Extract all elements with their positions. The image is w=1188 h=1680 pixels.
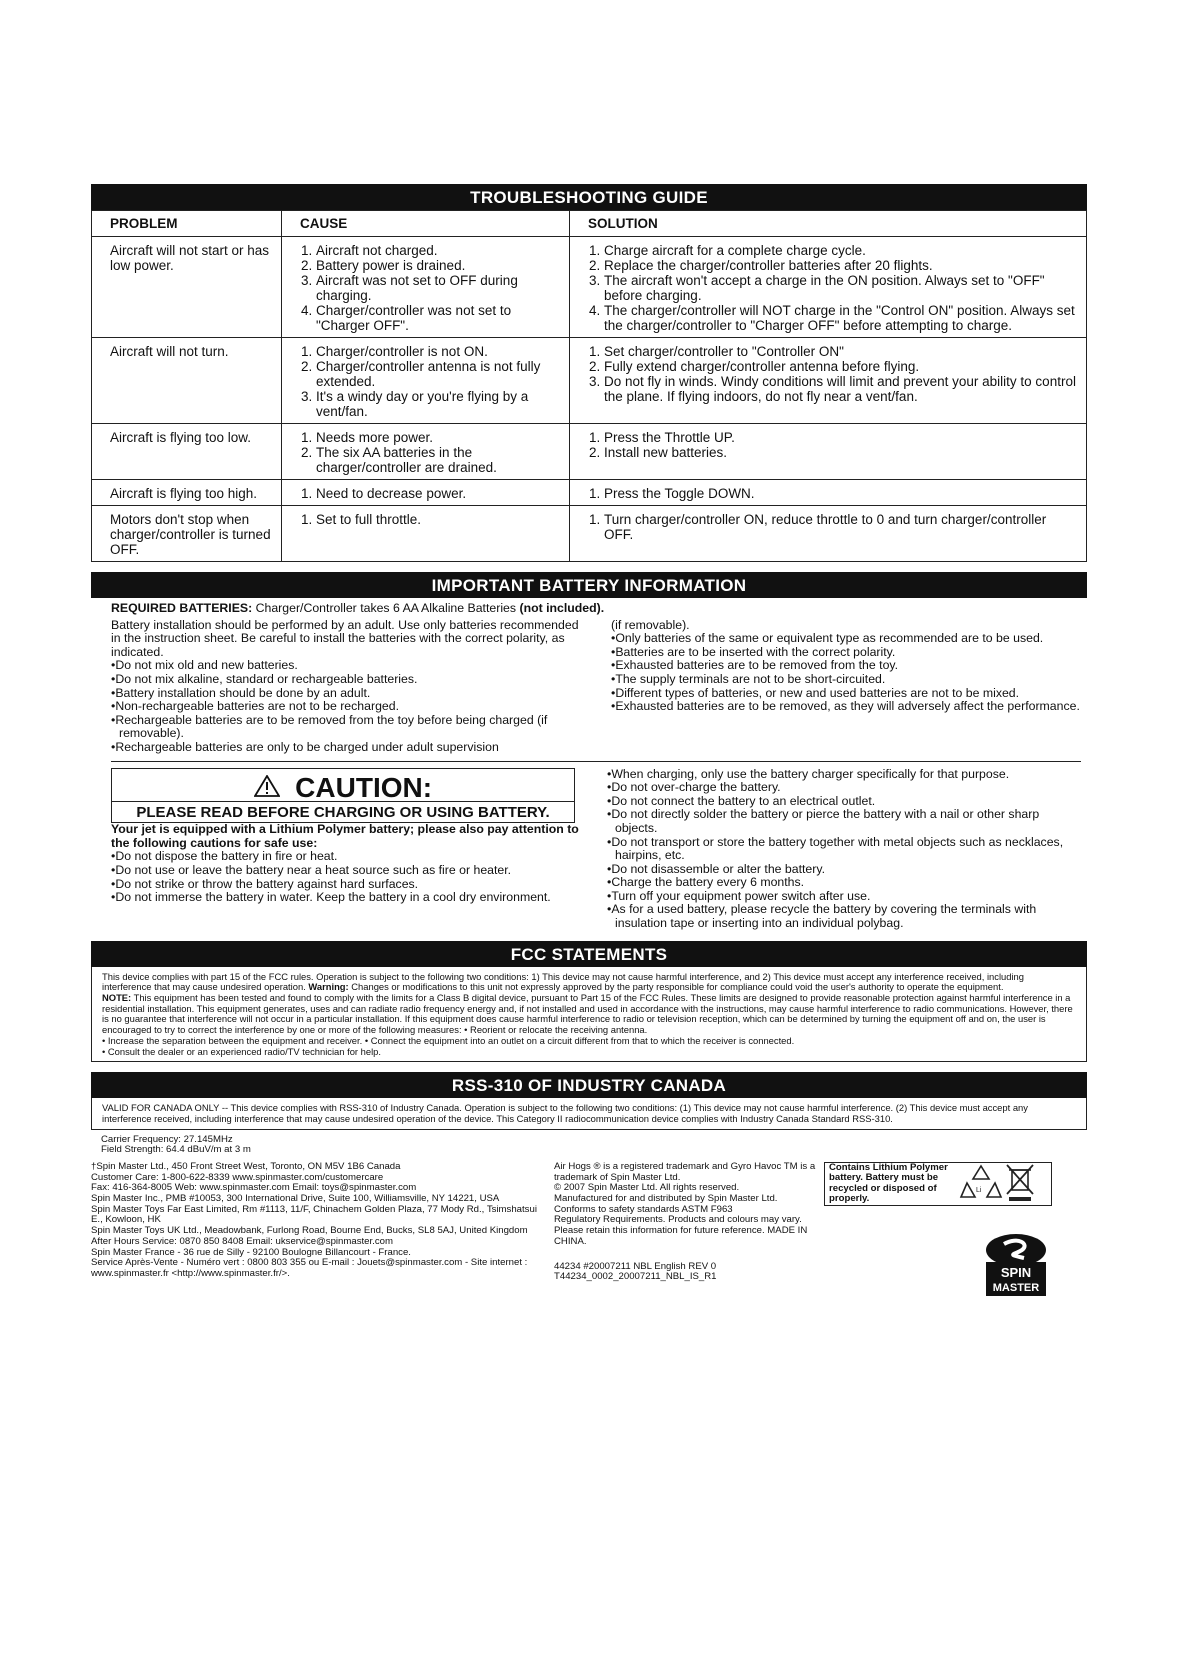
caution-box <box>111 768 575 824</box>
rss-title: RSS-310 OF INDUSTRY CANADA <box>91 1072 1087 1098</box>
fcc-text: This equipment has been tested and found to comply with the limits for a Class B digital device, pursuant to Part 15 of the FCC Rules. These limits are designed to provide reasonable protection against harmful interference in a residential installation. This equipment generates, uses and can radiate radio frequency energy and, if not installed and used in accordance with the instructions, may cause harmful interference to radio communications. However, there is no guarantee that interference will not occur in a particular installation. If this equipment does cause harmful interference to radio or television reception, which can be determined by turning the equipment off and on, the user is encouraged to try to correct the interference by one or more of the following measures: • Reorient or relocate the receiving antenna. <box>102 992 1073 1036</box>
cause-item: 2. Charger/controller antenna is not fully extended. <box>316 359 559 389</box>
battery-intro: Battery installation should be performed by an adult. Use only batteries recommended in the instruction sheet. Be careful to install the batteries with the correct polarity, as indicated. <box>111 617 579 659</box>
table-row <box>92 424 1087 480</box>
fcc-warning-label: Warning: <box>308 981 349 993</box>
recycle-notice <box>824 1162 1052 1206</box>
list-item: • Exhausted batteries are to be removed, as they will adversely affect the performance. <box>611 700 1081 714</box>
list-item: • Only batteries of the same or equivalent type as recommended are to be used. <box>611 632 1081 646</box>
logo-text-spin: SPIN <box>1000 1264 1032 1280</box>
field-strength: Field Strength: 64.4 dBuV/m at 3 m <box>101 1144 251 1156</box>
table-row <box>92 338 1087 424</box>
cause-item: 1. Needs more power. <box>316 430 559 445</box>
troubleshooting-table <box>91 210 1087 562</box>
list-item: • Rechargeable batteries are only to be charged under adult supervision <box>111 741 581 755</box>
fcc-title: FCC STATEMENTS <box>91 941 1087 967</box>
divider <box>111 761 1081 762</box>
list-item: • Do not use or leave the battery near a heat source such as fire or heater. <box>111 864 585 878</box>
caution-title: CAUTION: <box>295 771 433 803</box>
solution-item: 2. Fully extend charger/controller antenna before flying. <box>604 359 1076 374</box>
solution-cell <box>570 338 1087 424</box>
problem-cell: Motors don't stop when charger/controller is turned OFF. <box>92 506 282 562</box>
address-line: Spin Master Toys UK Ltd., Meadowbank, Furlong Road, Bourne End, Bucks, SL8 5AJ, United Kingdom After Hours Service: 0870 850 8408 Email: ukservice@spinmaster.com <box>91 1225 528 1247</box>
list-item: • Do not connect the battery to an electrical outlet. <box>607 795 1081 809</box>
list-item: • Charge the battery every 6 months. <box>607 876 1081 890</box>
list-item: • Do not dispose the battery in fire or heat. <box>111 850 585 864</box>
footer-right <box>824 1162 1087 1298</box>
cause-cell <box>282 338 570 424</box>
battery-title: IMPORTANT BATTERY INFORMATION <box>91 572 1087 598</box>
rss-section: VALID FOR CANADA ONLY -- This device complies with RSS-310 of Industry Canada. Operation is subject to the following two conditions: (1) This device may not cause harmful interference. (2) This device must accept any interference received, including interference that may cause undesired operation of the device. This Category II radiocommunication device complies with Industry Canada Standard RSS-310. <box>91 1098 1087 1129</box>
recycle-icon <box>959 1163 1003 1205</box>
solution-item: 1. Press the Throttle UP. <box>604 430 1076 445</box>
cause-item: 4. Charger/controller was not set to "Charger OFF". <box>316 303 559 333</box>
cause-item: 1. Need to decrease power. <box>316 486 559 501</box>
footer-legal <box>546 1162 824 1298</box>
fcc-text: Changes or modifications to this unit not expressly approved by the party responsible for compliance could void the user's authority to operate the equipment. <box>351 981 1004 993</box>
table-row <box>92 480 1087 506</box>
address-line: Fax: 416-364-8005 Web: www.spinmaster.com Email: toys@spinmaster.com <box>91 1182 417 1194</box>
list-item: • Battery installation should be done by an adult. <box>111 687 581 701</box>
cause-item: 3. It's a windy day or you're flying by a vent/fan. <box>316 389 559 419</box>
battery-section <box>91 598 1087 931</box>
list-item: • Turn off your equipment power switch after use. <box>607 890 1081 904</box>
problem-cell: Aircraft is flying too high. <box>92 480 282 506</box>
carrier-frequency: Carrier Frequency: 27.145MHz <box>101 1133 233 1145</box>
list-item: • Do not immerse the battery in water. Keep the battery in a cool dry environment. <box>111 891 585 905</box>
list-item: • Do not over-charge the battery. <box>607 781 1081 795</box>
address-line: Spin Master Toys Far East Limited, Rm #1113, 11/F, Chinachem Golden Plaza, 77 Mody Rd., Tsimshatsui E., Kowloon, HK <box>91 1203 537 1226</box>
fcc-paragraph <box>102 972 1076 993</box>
solution-item: 1. Charge aircraft for a complete charge cycle. <box>604 243 1076 258</box>
cause-item: 1. Charger/controller is not ON. <box>316 344 559 359</box>
required-batteries <box>111 602 1081 616</box>
code-line: 44234 #20007211 NBL English REV 0 <box>554 1260 717 1272</box>
solution-item: 2. Install new batteries. <box>604 445 1076 460</box>
legal-line: © 2007 Spin Master Ltd. All rights reserved. <box>554 1182 740 1194</box>
list-item: • Do not mix old and new batteries. <box>111 659 581 673</box>
solution-item: 3. Do not fly in winds. Windy conditions will limit and prevent your ability to control the plane. If flying indoors, do not fly near a vent/fan. <box>604 374 1076 404</box>
list-item: • The supply terminals are not to be short-circuited. <box>611 673 1081 687</box>
svg-text:Li: Li <box>976 1187 982 1195</box>
fcc-paragraph <box>102 993 1076 1036</box>
caution-intro: Your jet is equipped with a Lithium Polymer battery; please also pay attention to the following cautions for safe use: <box>111 822 579 850</box>
warning-triangle-icon <box>254 773 287 803</box>
list-item: • Do not transport or store the battery together with metal objects such as necklaces, hairpins, etc. <box>607 836 1081 863</box>
logo-text-master: MASTER <box>992 1281 1040 1294</box>
solution-cell <box>570 424 1087 480</box>
list-item: • Exhausted batteries are to be removed from the toy. <box>611 659 1081 673</box>
list-item: • Do not disassemble or alter the battery. <box>607 863 1081 877</box>
solution-item: 3. The aircraft won't accept a charge in the ON position. Always set to "OFF" before charging. <box>604 273 1076 303</box>
required-note: (not included). <box>519 601 605 615</box>
list-item: • Rechargeable batteries are to be removed from the toy before being charged (if removable). <box>111 714 581 741</box>
problem-cell: Aircraft will not turn. <box>92 338 282 424</box>
header-problem: PROBLEM <box>92 211 282 237</box>
battery-right-list <box>611 632 1081 714</box>
solution-item: 2. Replace the charger/controller batteries after 20 flights. <box>604 258 1076 273</box>
list-item: • Batteries are to be inserted with the correct polarity. <box>611 646 1081 660</box>
solution-cell <box>570 237 1087 338</box>
cause-item: 2. Battery power is drained. <box>316 258 559 273</box>
cause-item: 1. Set to full throttle. <box>316 512 559 527</box>
spin-master-logo <box>984 1232 1048 1298</box>
cause-cell <box>282 506 570 562</box>
header-solution: SOLUTION <box>570 211 1087 237</box>
troubleshooting-title: TROUBLESHOOTING GUIDE <box>91 184 1087 210</box>
problem-cell: Aircraft will not start or has low power. <box>92 237 282 338</box>
fcc-note-label: NOTE: <box>102 992 132 1004</box>
address-line: †Spin Master Ltd., 450 Front Street West, Toronto, ON M5V 1B6 Canada <box>91 1160 401 1172</box>
table-row <box>92 506 1087 562</box>
crossed-bin-icon <box>1003 1162 1037 1206</box>
table-header-row <box>92 211 1087 237</box>
cause-cell <box>282 480 570 506</box>
list-item: • Different types of batteries, or new and used batteries are not to be mixed. <box>611 687 1081 701</box>
code-line: T44234_0002_20007211_NBL_IS_R1 <box>554 1271 717 1283</box>
footer-address <box>91 1162 546 1298</box>
list-item: • Do not directly solder the battery or pierce the battery with a nail or other sharp objects. <box>607 808 1081 835</box>
caution-subtitle: PLEASE READ BEFORE CHARGING OR USING BATTERY. <box>136 803 550 821</box>
list-item: • When charging, only use the battery charger specifically for that purpose. <box>607 768 1081 782</box>
battery-right-lead: (if removable). <box>611 617 690 632</box>
address-line: Spin Master France - 36 rue de Silly - 92100 Boulogne Billancourt - France. <box>91 1246 411 1258</box>
legal-line: Regulatory Requirements. Products and colours may vary. Please retain this information for future reference. MADE IN CHINA. <box>554 1214 808 1247</box>
address-line: Customer Care: 1-800-622-8339 www.spinmaster.com/customercare <box>91 1171 384 1183</box>
fcc-section <box>91 967 1087 1063</box>
caution-heading <box>112 769 574 802</box>
caution-right-list <box>607 768 1081 931</box>
legal-line: Air Hogs ® is a registered trademark and Gyro Havoc TM is a trademark of Spin Master Ltd. <box>554 1160 816 1183</box>
list-item: • Non-rechargeable batteries are not to be recharged. <box>111 700 581 714</box>
recycle-text: Contains Lithium Polymer battery. Battery must be recycled or disposed of properly. <box>829 1161 948 1205</box>
required-label: REQUIRED BATTERIES: <box>111 601 253 615</box>
solution-item: 1. Set charger/controller to "Controller ON" <box>604 344 1076 359</box>
cause-item: 2. The six AA batteries in the charger/controller are drained. <box>316 445 559 475</box>
address-line: Spin Master Inc., PMB #10053, 300 International Drive, Suite 100, Williamsville, NY 14221, USA <box>91 1192 500 1204</box>
solution-cell <box>570 480 1087 506</box>
legal-line: Manufactured for and distributed by Spin Master Ltd. <box>554 1192 778 1204</box>
footer <box>91 1162 1087 1298</box>
battery-left-list <box>111 659 581 754</box>
list-item: • Do not strike or throw the battery against hard surfaces. <box>111 878 585 892</box>
caution-left-list <box>111 850 585 904</box>
solution-item: 1. Turn charger/controller ON, reduce throttle to 0 and turn charger/controller OFF. <box>604 512 1076 542</box>
solution-cell <box>570 506 1087 562</box>
list-item: • Do not mix alkaline, standard or rechargeable batteries. <box>111 673 581 687</box>
table-row <box>92 237 1087 338</box>
cause-cell <box>282 237 570 338</box>
cause-item: 1. Aircraft not charged. <box>316 243 559 258</box>
cause-cell <box>282 424 570 480</box>
legal-line: Conforms to safety standards ASTM F963 <box>554 1203 733 1215</box>
manual-page <box>91 184 1087 1298</box>
solution-item: 4. The charger/controller will NOT charge in the "Control ON" position. Always set the charger/controller to "Charger OFF" before attempting to charge. <box>604 303 1076 333</box>
required-text: Charger/Controller takes 6 AA Alkaline Batteries <box>255 601 517 615</box>
fcc-paragraph: • Consult the dealer or an experienced radio/TV technician for help. <box>102 1045 381 1057</box>
cause-item: 3. Aircraft was not set to OFF during charging. <box>316 273 559 303</box>
solution-item: 1. Press the Toggle DOWN. <box>604 486 1076 501</box>
list-item: • As for a used battery, please recycle the battery by covering the terminals with insulation tape or inserting into an individual polybag. <box>607 903 1081 930</box>
problem-cell: Aircraft is flying too low. <box>92 424 282 480</box>
fcc-text: This device complies with part 15 of the FCC rules. Operation is subject to the following two conditions: 1) This device may not cause harmful interference, and 2) This device must accept any interference received, including interference that may cause undesired operation. <box>102 970 1024 993</box>
header-cause: CAUSE <box>282 211 570 237</box>
address-line: Service Après-Vente - Numéro vert : 0800 803 355 ou E-mail : Jouets@spinmaster.com - Site internet : www.spinmaster.fr <http://www.spinmaster.fr/>. <box>91 1257 528 1279</box>
fcc-paragraph: • Increase the separation between the equipment and receiver. • Connect the equipment into an outlet on a circuit different from that to which the receiver is connected. <box>102 1034 795 1046</box>
